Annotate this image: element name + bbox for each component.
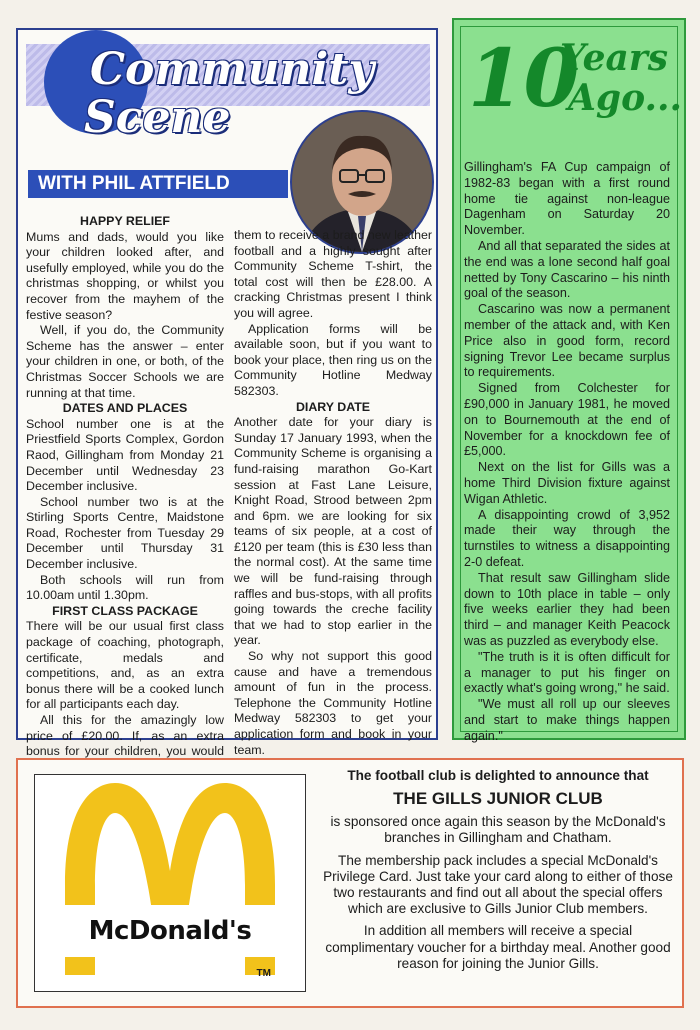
ago-heading: Ago...: [568, 77, 683, 119]
paragraph: In addition all members will receive a special complimentary voucher for a birthday meal. Another good reason for joining the Junior Gills.: [325, 923, 671, 971]
paragraph: "The truth is it is often difficult for a manager to put his finger on exactly what's going wrong," he said.: [464, 649, 670, 696]
paragraph: That result saw Gillingham slide down to 10th place in table – only five weeks earlier they had been third – and manager Keith Peacock was as puzzled as everybody else.: [464, 570, 670, 648]
paragraph: Well, if you do, the Community Scheme has the answer – enter your children in one, or both, of the Christmas Soccer Schools we are running at that time.: [26, 323, 224, 400]
junior-club-advert: [16, 758, 684, 1008]
ten-heading: 10: [468, 31, 580, 125]
paragraph: Application forms will be available soon, but if you want to book your place, then ring us on the Community Hotline Medway 582303.: [234, 321, 432, 398]
paragraph: Another date for your diary is Sunday 17 January 1993, when the Community Scheme is organising a fund-raising marathon Go-Kart session at Fast Lane Leisure, Knight Road, Strood between 2pm and 6pm. we are looking for six teams of six people, at a cost of £120 per team (this is £30 less than the normal cost). At the same time we will be fund-raising through raffles and bus-stops, with all profits going towards the creche facility that we had to stop earlier in the year.: [234, 415, 432, 648]
paragraph: School number two is at the Stirling Sports Centre, Maidstone Road, Rochester from Tuesday 29 December until Thursday 31 December inclusive.: [26, 494, 224, 572]
years-heading: Years: [560, 37, 669, 79]
paragraph: Signed from Colchester for £90,000 in January 1981, he moved on to Bournemouth at the end of November for a knockdown fee of £5,000.: [464, 381, 670, 459]
junior-club-text: [320, 768, 676, 978]
paragraph: Gillingham's FA Cup campaign of 1982-83 began with a first round home tie against non-league Dagenham on Saturday 20 November.: [464, 160, 670, 238]
article-column-2: [234, 228, 432, 758]
ten-years-ago-article: [452, 18, 686, 743]
paragraph: School number one is at the Priestfield Sports Complex, Gordon Raod, Gillingham from Monday 21 December until Wednesday 23 December inclusive.: [26, 416, 224, 494]
club-name: THE GILLS JUNIOR CLUB: [393, 789, 603, 809]
subheading-dates-and-places: DATES AND PLACES: [62, 401, 188, 416]
mcdonalds-wordmark: McDonald's: [45, 905, 295, 957]
subheading-diary-date: DIARY DATE: [295, 399, 371, 414]
subheading-first-class-package: FIRST CLASS PACKAGE: [52, 603, 198, 618]
advert-lead: The football club is delighted to announce that: [347, 768, 649, 783]
paragraph: There will be our usual first class package of coaching, photograph, certificate, medals and competitions, and, as an extra bonus there will be a cooked lunch for all participants each day.: [26, 619, 224, 712]
community-scene-article: [16, 28, 438, 759]
paragraph: All this for the amazingly low price of £20.00. If, as an extra bonus for your children, you would: [26, 713, 224, 759]
years-ago-body: [464, 160, 670, 744]
paragraph: Cascarino was now a permanent member of the attack and, with Ken Price also in good form, record signing Trevor Lee became surplus to requirements.: [464, 302, 670, 380]
paragraph: Both schools will run from 10.00am until 1.30pm.: [26, 572, 224, 603]
paragraph: Next on the list for Gills was a home Third Division fixture against Wigan Athletic.: [464, 460, 670, 506]
paragraph: is sponsored once again this season by the McDonald's branches in Gillingham and Chatham.: [330, 814, 666, 846]
trademark: TM: [256, 968, 271, 979]
paragraph: them to receive a brand new leather football and a highly sought after Community Scheme T-shirt, the total cost will then be £28.00. A cracking Christmas present I think you will agree.: [234, 228, 432, 320]
byline: WITH PHIL ATTFIELD: [28, 170, 288, 198]
article-title-line1: Community: [90, 44, 375, 95]
mcdonalds-logo: [34, 774, 306, 992]
paragraph: Mums and dads, would you like your children looked after, and usefully employed, while you do the christmas shopping, or whilst you recover from the mayhem of the festive season?: [26, 229, 224, 322]
paragraph: So why not support this good cause and have a tremendous amount of fun in the process. Telephone the Community Hotline Medway 582303 to get your application form and book in your team.: [234, 649, 432, 757]
article-title-line2: Scene: [84, 92, 231, 143]
paragraph: The membership pack includes a special McDonald's Privilege Card. Just take your card along to either of those two restaurants and find out all about the special offers which are exclusive to Gills Junior Club members.: [323, 852, 673, 917]
article-column-1: [26, 214, 224, 775]
paragraph: A disappointing crowd of 3,952 made their way through the turnstiles to witness a disappointing 2-0 defeat.: [464, 507, 670, 569]
paragraph: And all that separated the sides at the end was a lone second half goal netted by Tony Cascarino – his ninth goal of the season.: [464, 238, 670, 301]
subheading-happy-relief: HAPPY RELIEF: [80, 214, 170, 228]
paragraph: "We must all roll up our sleeves and start to make things happen again.": [464, 697, 670, 743]
